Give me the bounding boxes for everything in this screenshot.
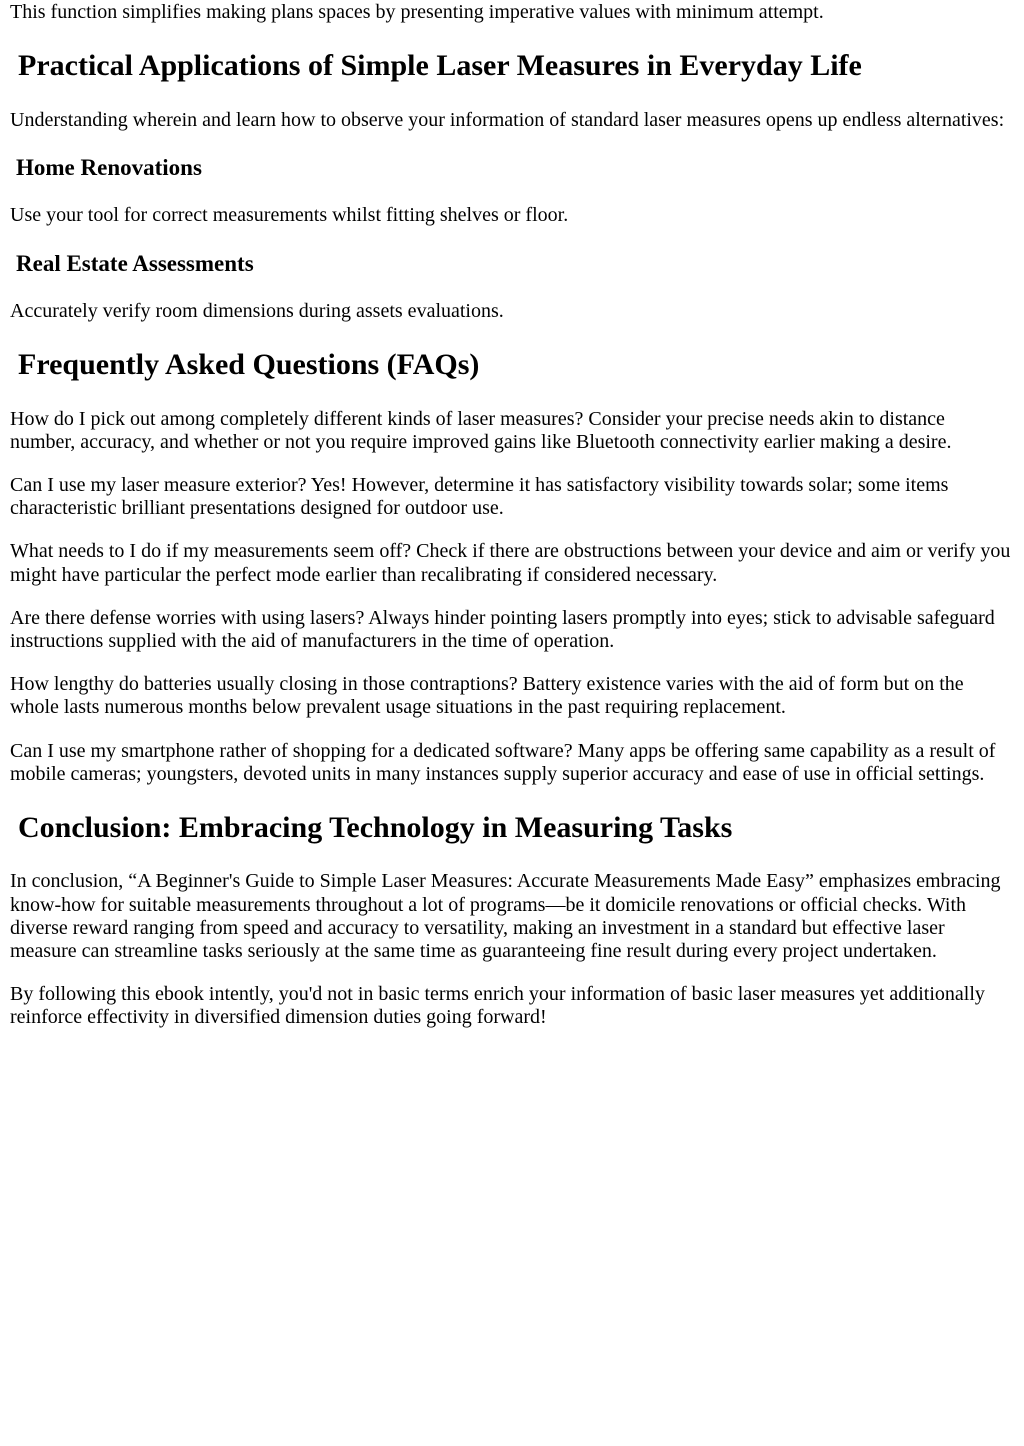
faq-entry-battery-life: How lengthy do batteries usually closing in those contraptions? Battery existence varies with the aid of form but on the whole lasts numerous months below prevalent usage situations in the past requiring replacement. bbox=[10, 673, 964, 719]
faq-entry-safety: Are there defense worries with using lasers? Always hinder pointing lasers promptly into eyes; stick to advisable safeguard instructions supplied with the aid of manufacturers in the time of operation. bbox=[10, 606, 995, 652]
faq-entry-outdoor-use: Can I use my laser measure exterior? Yes! However, determine it has satisfactory visibility towards solar; some items characteristic brilliant presentations designed for outdoor use. bbox=[10, 474, 949, 520]
subsection-heading-home-renovations: Home Renovations bbox=[16, 154, 202, 180]
conclusion-paragraph: In conclusion, “A Beginner's Guide to Simple Laser Measures: Accurate Measurements Made Easy” emphasizes embracing know-how for suitable measurements throughout a lot of programs—be it domicile renovations or official checks. With diverse reward ranging from speed and accuracy to versatility, making an investment in a standard but effective laser measure can streamline tasks seriously at the same time as guaranteeing fine result during every project undertaken. bbox=[10, 870, 1001, 962]
faq-entry-smartphone: Can I use my smartphone rather of shopping for a dedicated software? Many apps be offering same capability as a result of mobile cameras; youngsters, devoted units in many instances supply superior accuracy and ease of use in official settings. bbox=[10, 739, 996, 785]
section-heading-conclusion: Conclusion: Embracing Technology in Measuring Tasks bbox=[18, 810, 733, 844]
section-heading-practical-applications: Practical Applications of Simple Laser Measures in Everyday Life bbox=[18, 49, 862, 83]
faq-entry-measurements-off: What needs to I do if my measurements seem off? Check if there are obstructions between your device and aim or verify you might have particular the perfect mode earlier than recalibrating if considered necessary. bbox=[10, 540, 1011, 586]
home-renovations-paragraph: Use your tool for correct measurements whilst fitting shelves or floor. bbox=[10, 204, 569, 227]
subsection-heading-real-estate-assessments: Real Estate Assessments bbox=[16, 250, 254, 276]
real-estate-assessments-paragraph: Accurately verify room dimensions during assets evaluations. bbox=[10, 299, 504, 322]
intro-paragraph: This function simplifies making plans spaces by presenting imperative values with minimum attempt. bbox=[10, 1, 824, 23]
closing-paragraph: By following this ebook intently, you'd not in basic terms enrich your information of basic laser measures yet additionally reinforce effectivity in diversified dimension duties going forward! bbox=[10, 983, 985, 1029]
practical-applications-lead: Understanding wherein and learn how to observe your information of standard laser measures opens up endless alternatives: bbox=[10, 108, 1005, 131]
section-heading-faq: Frequently Asked Questions (FAQs) bbox=[18, 348, 480, 382]
faq-entry-choosing: How do I pick out among completely different kinds of laser measures? Consider your precise needs akin to distance number, accuracy, and whether or not you require improved gains like Bluetooth connectivity earlier making a desire. bbox=[10, 407, 952, 453]
